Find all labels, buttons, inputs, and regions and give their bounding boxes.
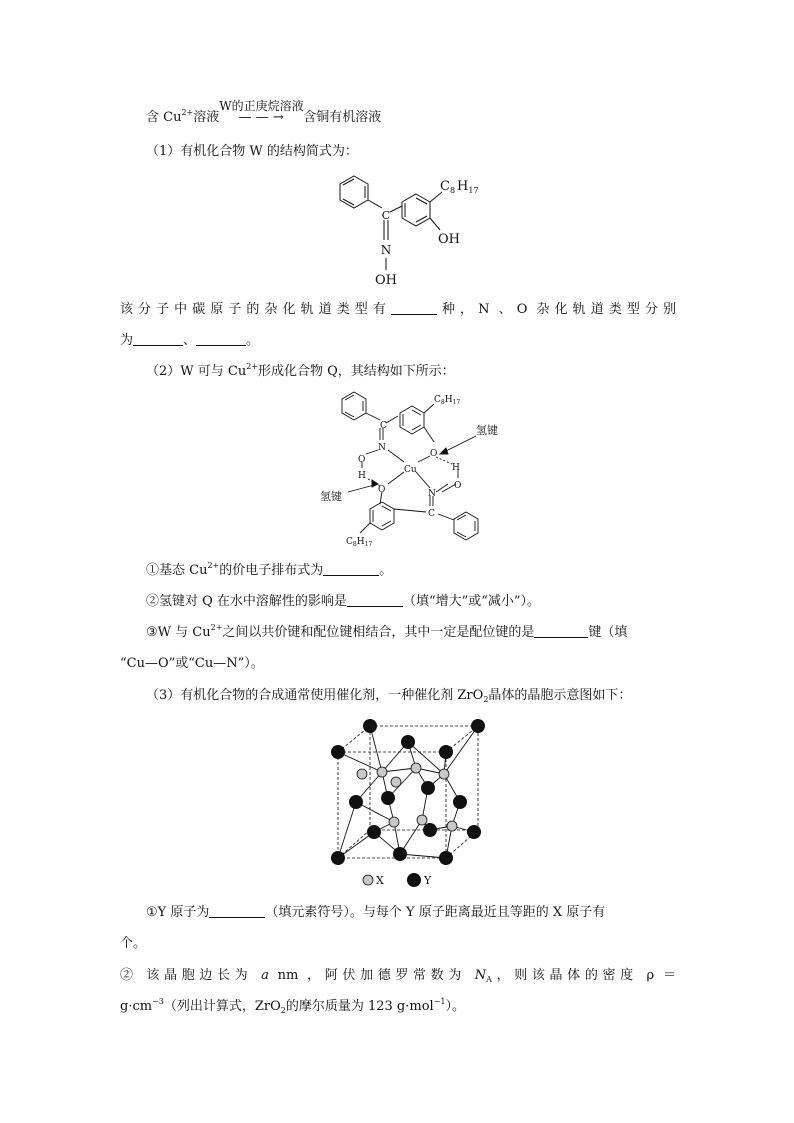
reaction-arrow-group xyxy=(219,99,304,128)
q3-title-part1: （3）有机化合物的合成通常使用催化剂，一种催化剂 ZrO xyxy=(146,688,484,703)
q3-sub1-line2: 个。 xyxy=(120,936,147,951)
reaction-prefix: 含 Cu xyxy=(146,110,182,125)
atom-x xyxy=(439,769,449,779)
atom-y xyxy=(401,735,415,749)
q3-sub2-a: a xyxy=(261,968,269,983)
q2-sub3-part1: ③W 与 Cu xyxy=(146,625,211,640)
atom-y xyxy=(421,781,435,795)
q1-blank-n xyxy=(133,331,183,346)
reaction-product: 含铜有机溶液 xyxy=(303,110,382,125)
hbond-label-left: 氢键 xyxy=(320,490,342,503)
q-oxygen-mid: O xyxy=(378,485,386,495)
legend-y-label: Y xyxy=(424,874,432,887)
atom-y xyxy=(363,719,377,733)
atom-x xyxy=(357,769,367,779)
q2-sub2-part2: （填“增大”或“减小”）。 xyxy=(402,594,541,609)
q2-sub3-charge: 2+ xyxy=(210,623,223,632)
q3-line2-sup2: −1 xyxy=(433,997,446,1006)
q1-line1 xyxy=(120,300,676,320)
q3-line2-part1: g·cm xyxy=(120,999,153,1014)
substituent-group xyxy=(440,179,479,195)
atom-x xyxy=(417,815,427,825)
legend-x-swatch xyxy=(363,875,373,885)
legend-y-swatch xyxy=(407,873,421,887)
q3-sub1 xyxy=(146,903,676,923)
atom-nitrogen: N xyxy=(380,243,392,257)
q-oxygen-left: O xyxy=(358,455,366,465)
q2-sub1 xyxy=(146,561,392,581)
q2-sub3-part3: 键（填 xyxy=(588,625,628,640)
unit-cell-diagram xyxy=(318,712,498,894)
q3-sub1-blank xyxy=(209,903,265,918)
q1-title: （1）有机化合物 W 的结构简式为： xyxy=(146,144,358,159)
q-oxygen-right: O xyxy=(430,449,438,459)
x-atoms xyxy=(357,763,457,831)
q-hydrogen-right: H xyxy=(452,463,460,473)
q3-sub2-na-sub: A xyxy=(486,975,492,984)
atom-y xyxy=(467,825,481,839)
q-bottom-17: 17 xyxy=(364,541,373,548)
q2-title xyxy=(146,362,455,382)
phenyl-bottom-right xyxy=(454,512,478,540)
q3-line2-sub: 2 xyxy=(280,1006,286,1015)
q-copper: Cu xyxy=(404,465,417,475)
reaction-arrow-label: W的正庚烷溶液 xyxy=(219,99,304,113)
atom-y xyxy=(453,795,467,809)
q-bottom-8: 8 xyxy=(352,541,357,548)
q3-sub1-part2: （填元素符号）。与每个 Y 原子距离最近且等距的 X 原子有 xyxy=(265,905,606,920)
q2-sub2 xyxy=(146,592,540,612)
q-nitrogen-bottom: N xyxy=(428,489,436,499)
q3-line2-part4: ）。 xyxy=(445,999,466,1014)
reaction-after-ion: 溶液 xyxy=(193,110,220,125)
atom-y xyxy=(393,847,407,861)
reaction-arrow: — — → xyxy=(238,110,284,125)
atom-x xyxy=(411,763,421,773)
q-carbon-bottom: C xyxy=(428,509,435,519)
q-top-h: H xyxy=(444,395,453,405)
q2-title-charge: 2+ xyxy=(246,362,259,371)
q1-text-sep: 、 xyxy=(183,333,197,348)
reaction-equation xyxy=(146,99,382,128)
atom-y xyxy=(439,745,453,759)
q3-sub2 xyxy=(120,966,676,986)
subst-c: C xyxy=(440,179,450,194)
ion-charge: 2+ xyxy=(181,108,194,117)
structure-q-diagram xyxy=(318,388,508,548)
subst-h: H xyxy=(457,179,469,194)
hydroxyl-ring: OH xyxy=(438,232,460,247)
q-bottom-h: H xyxy=(356,537,365,547)
phenyl-ring-left xyxy=(340,176,368,208)
atom-x xyxy=(389,817,399,827)
q2-sub2-blank xyxy=(347,592,403,607)
q-bottom-c: C xyxy=(346,537,353,547)
q2-sub3 xyxy=(146,623,676,643)
q3-title-part2: 晶体的晶胞示意图如下： xyxy=(488,688,632,703)
subst-17: 17 xyxy=(468,186,479,195)
atom-y xyxy=(439,851,453,865)
atom-y xyxy=(367,825,381,839)
q3-sub2-part3: ，则该晶体的密度 ρ ＝ xyxy=(491,968,676,983)
q3-line2-part3: 的摩尔质量为 123 g·mol xyxy=(285,999,434,1014)
q2-sub3-blank xyxy=(534,623,588,638)
q3-title xyxy=(146,686,631,706)
q3-sub2-part2: nm ，阿伏加德罗常数为 xyxy=(277,968,466,983)
phenyl-top-left xyxy=(342,392,366,420)
q1-text-part3: 为 xyxy=(120,333,134,348)
cell-back-face xyxy=(370,726,478,830)
q-top-c: C xyxy=(434,395,441,405)
q1-line2 xyxy=(120,331,259,351)
q3-line2-part2: （列出计算式，ZrO xyxy=(163,999,281,1014)
q-hydrogen-left: H xyxy=(358,471,366,481)
q3-sub1-part1: ①Y 原子为 xyxy=(146,905,210,920)
q2-sub1-end: 。 xyxy=(379,563,393,578)
q-carbon-top: C xyxy=(380,421,387,431)
q3-sub2-line2 xyxy=(120,997,465,1017)
q1-blank-o xyxy=(196,331,246,346)
q1-text-part1: 该分子中碳原子的杂化轨道类型有 xyxy=(120,302,391,317)
q-c8h17-top xyxy=(434,395,460,406)
hbond-label-right: 氢键 xyxy=(476,424,498,437)
q2-sub1-blank xyxy=(323,561,379,576)
q2-sub2-part1: ②氢键对 Q 在水中溶解性的影响是 xyxy=(146,594,347,609)
atom-y xyxy=(381,791,395,805)
q2-title-part2: 形成化合物 Q，其结构如下所示： xyxy=(258,364,455,379)
q-oxygen-far-right: O xyxy=(454,481,462,491)
q-top-17: 17 xyxy=(452,399,461,406)
atom-y xyxy=(471,719,485,733)
atom-y xyxy=(349,795,363,809)
atom-x xyxy=(391,777,401,787)
atom-y xyxy=(331,851,345,865)
atom-x xyxy=(447,821,457,831)
subst-8: 8 xyxy=(449,186,456,195)
structure-w-diagram xyxy=(330,170,500,292)
legend-x-label: X xyxy=(376,874,384,887)
q3-title-sub: 2 xyxy=(483,695,489,704)
q2-sub3-part2: 之间以共价键和配位键相结合，其中一定是配位键的是 xyxy=(222,625,535,640)
q2-title-part1: （2）W 可与 Cu xyxy=(146,364,247,379)
q2-sub1-part1: ①基态 Cu xyxy=(146,563,208,578)
phenyl-ring-right xyxy=(402,194,430,226)
q-nitrogen-top: N xyxy=(378,443,386,453)
q2-sub1-charge: 2+ xyxy=(207,561,220,570)
atom-y xyxy=(331,745,345,759)
atom-y xyxy=(423,823,437,837)
q1-text-end: 。 xyxy=(246,333,260,348)
atom-x xyxy=(377,767,387,777)
q3-sub2-na: N xyxy=(474,968,487,983)
q-c8h17-bottom xyxy=(346,537,372,548)
q2-sub1-part2: 的价电子排布式为 xyxy=(219,563,324,578)
hydroxyl-n: OH xyxy=(375,273,397,288)
q3-line2-sup: −3 xyxy=(152,997,164,1006)
y-atoms xyxy=(331,719,485,865)
q1-blank-count xyxy=(391,300,437,315)
q2-sub3-line2: “Cu—O”或“Cu—N”）。 xyxy=(120,656,264,671)
q3-sub2-part1: ② 该晶胞边长为 xyxy=(120,968,253,983)
q1-text-part2: 种，N 、O 杂化轨道类型分别 xyxy=(436,302,676,317)
q-top-8: 8 xyxy=(440,399,445,406)
atom-carbon: C xyxy=(381,209,391,222)
